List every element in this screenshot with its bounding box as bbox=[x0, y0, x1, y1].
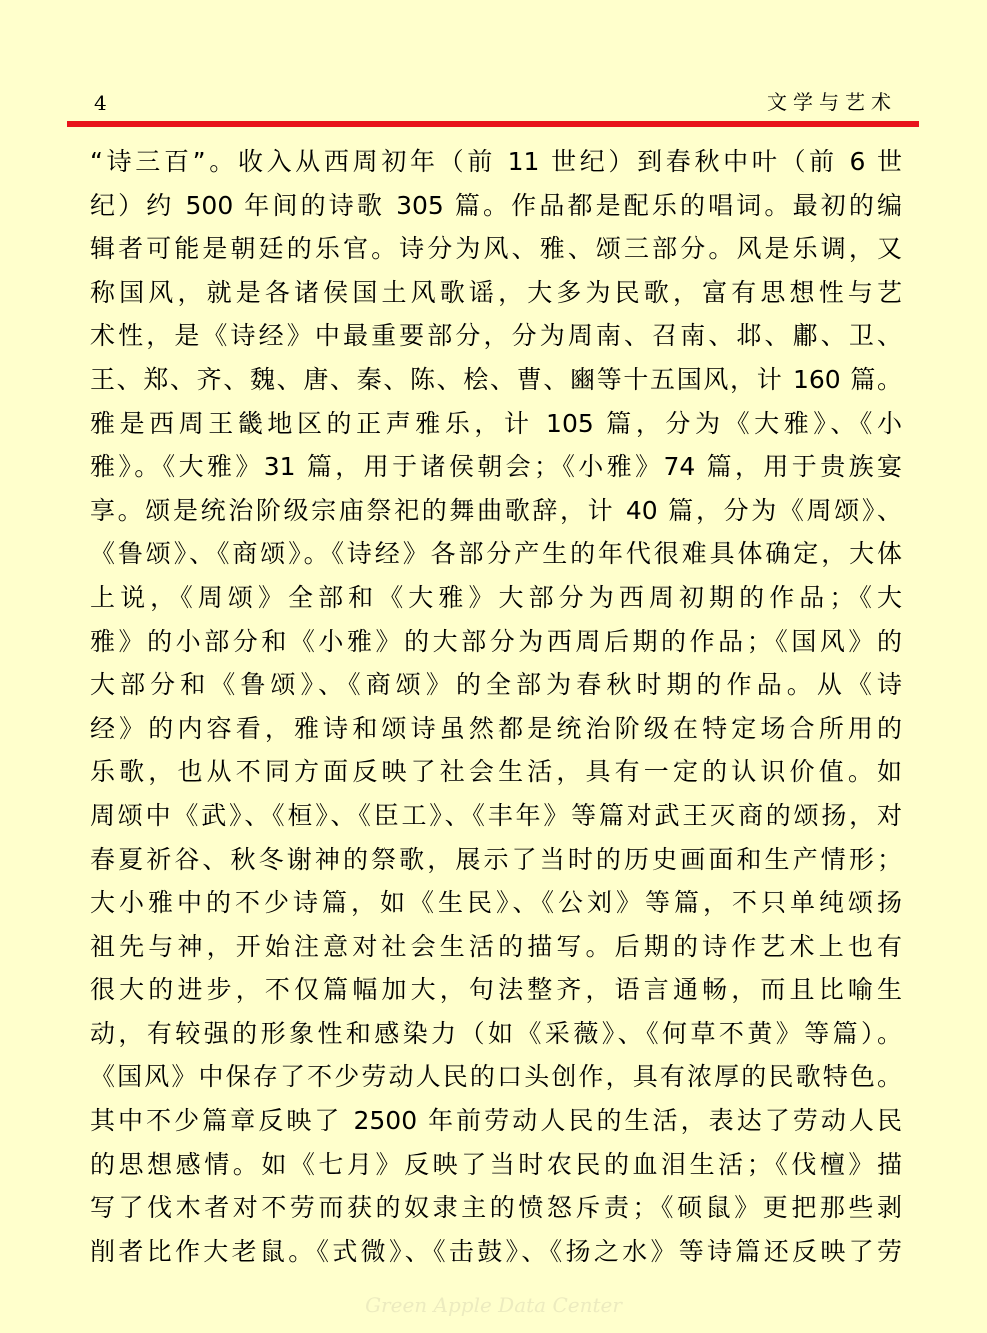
text-line: 雅》。《大雅》31 篇，用于诸侯朝会；《小雅》74 篇，用于贵族宴 bbox=[90, 452, 902, 482]
text-line: 春夏祈谷、秋冬谢神的祭歌，展示了当时的历史画面和生产情形； bbox=[90, 844, 902, 874]
header-rule bbox=[67, 121, 919, 127]
text-line: 雅是西周王畿地区的正声雅乐，计 105 篇，分为《大雅》、《小 bbox=[90, 408, 902, 438]
running-header-title: 文学与艺术 bbox=[767, 90, 897, 114]
text-line: 雅》的小部分和《小雅》的大部分为西周后期的作品；《国风》的 bbox=[90, 626, 902, 656]
text-line: 术性，是《诗经》中最重要部分，分为周南、召南、邶、鄘、卫、 bbox=[90, 321, 902, 351]
watermark: Green Apple Data Center bbox=[365, 1293, 622, 1317]
body-text bbox=[90, 140, 902, 1273]
text-line: “诗三百”。收入从西周初年（前 11 世纪）到春秋中叶（前 6 世 bbox=[90, 147, 902, 176]
text-line: 大小雅中的不少诗篇，如《生民》、《公刘》等篇，不只单纯颂扬 bbox=[90, 888, 902, 918]
text-line: 辑者可能是朝廷的乐官。诗分为风、雅、颂三部分。风是乐调，又 bbox=[90, 234, 902, 264]
text-line: 大部分和《鲁颂》、《商颂》的全部为春秋时期的作品。从《诗 bbox=[90, 670, 902, 700]
text-line: 《鲁颂》、《商颂》。《诗经》各部分产生的年代很难具体确定，大体 bbox=[90, 539, 902, 569]
page-number: 4 bbox=[94, 91, 107, 115]
text-line: 动，有较强的形象性和感染力（如《采薇》、《何草不黄》等篇）。 bbox=[90, 1018, 902, 1048]
text-line: 上说，《周颂》全部和《大雅》大部分为西周初期的作品；《大 bbox=[90, 582, 902, 612]
text-line: 祖先与神，开始注意对社会生活的描写。后期的诗作艺术上也有 bbox=[90, 931, 902, 961]
text-line: 经》的内容看，雅诗和颂诗虽然都是统治阶级在特定场合所用的 bbox=[90, 713, 902, 743]
text-line: 其中不少篇章反映了 2500 年前劳动人民的生活，表达了劳动人民 bbox=[90, 1106, 902, 1136]
text-line: 写了伐木者对不劳而获的奴隶主的愤怒斥责；《硕鼠》更把那些剥 bbox=[90, 1193, 902, 1223]
text-line: 很大的进步，不仅篇幅加大，句法整齐，语言通畅，而且比喻生 bbox=[90, 975, 902, 1005]
text-line: 王、郑、齐、魏、唐、秦、陈、桧、曹、豳等十五国风，计 160 篇。 bbox=[90, 364, 902, 394]
text-line: 《国风》中保存了不少劳动人民的口头创作，具有浓厚的民歌特色。 bbox=[90, 1062, 902, 1092]
text-line: 乐歌，也从不同方面反映了社会生活，具有一定的认识价值。如 bbox=[90, 757, 902, 787]
text-line: 纪）约 500 年间的诗歌 305 篇。作品都是配乐的唱词。最初的编 bbox=[90, 190, 902, 220]
text-line: 的思想感情。如《七月》反映了当时农民的血泪生活；《伐檀》描 bbox=[90, 1149, 902, 1179]
text-line: 称国风，就是各诸侯国土风歌谣，大多为民歌，富有思想性与艺 bbox=[90, 277, 902, 307]
text-line: 享。颂是统治阶级宗庙祭祀的舞曲歌辞，计 40 篇，分为《周颂》、 bbox=[90, 495, 902, 525]
text-line: 削者比作大老鼠。《式微》、《击鼓》、《扬之水》等诗篇还反映了劳 bbox=[90, 1236, 902, 1266]
text-line: 周颂中《武》、《桓》、《臣工》、《丰年》等篇对武王灭商的颂扬，对 bbox=[90, 800, 902, 830]
